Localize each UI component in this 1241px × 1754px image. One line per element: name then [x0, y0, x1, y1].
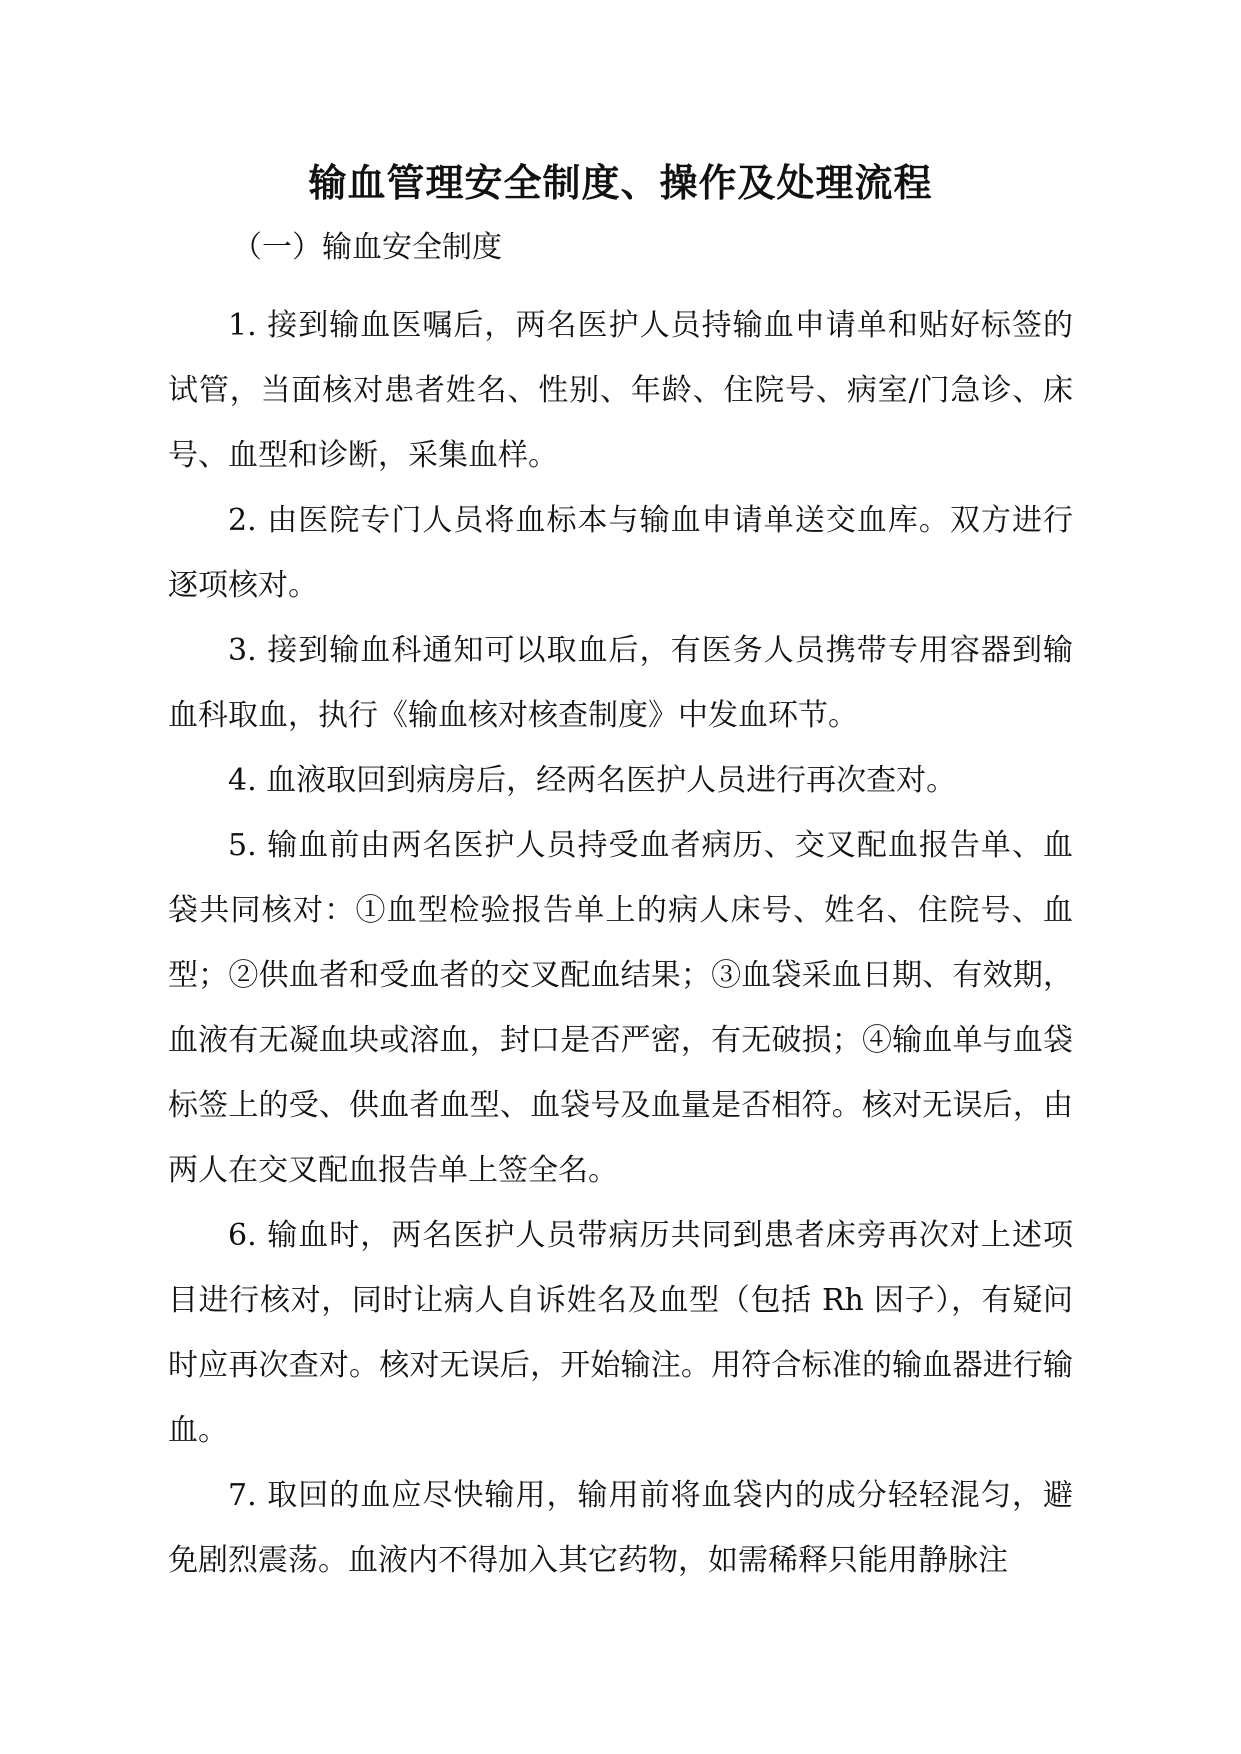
- paragraph-2: 2. 由医院专门人员将血标本与输血申请单送交血库。双方进行逐项核对。: [168, 503, 1073, 603]
- paragraph-3: 3. 接到输血科通知可以取血后，有医务人员携带专用容器到输血科取血，执行《输血核对核查制度》中发血环节。: [168, 633, 1073, 733]
- document-body: [168, 293, 1073, 1593]
- document-title: 输血管理安全制度、操作及处理流程: [308, 160, 933, 205]
- section-heading: （一）输血安全制度: [232, 230, 502, 265]
- paragraph-4: 4. 血液取回到病房后，经两名医护人员进行再次查对。: [228, 763, 957, 798]
- paragraph-5: 5. 输血前由两名医护人员持受血者病历、交叉配血报告单、血袋共同核对：①血型检验报告单上的病人床号、姓名、住院号、血型；②供血者和受血者的交叉配血结果；③血袋采血日期、有效期，血液有无凝血块或溶血，封口是否严密，有无破损；④输血单与血袋标签上的受、供血者血型、血袋号及血量是否相符。核对无误后，由两人在交叉配血报告单上签全名。: [168, 828, 1073, 1188]
- paragraph-7: 7. 取回的血应尽快输用，输用前将血袋内的成分轻轻混匀，避免剧烈震荡。血液内不得加入其它药物，如需稀释只能用静脉注: [168, 1478, 1073, 1578]
- paragraph-6: 6. 输血时，两名医护人员带病历共同到患者床旁再次对上述项目进行核对，同时让病人自诉姓名及血型（包括 Rh 因子），有疑问时应再次查对。核对无误后，开始输注。用符合标准的输血器进行输血。: [168, 1218, 1073, 1448]
- paragraph-1: 1. 接到输血医嘱后，两名医护人员持输血申请单和贴好标签的试管，当面核对患者姓名、性别、年龄、住院号、病室/门急诊、床号、血型和诊断，采集血样。: [168, 308, 1073, 473]
